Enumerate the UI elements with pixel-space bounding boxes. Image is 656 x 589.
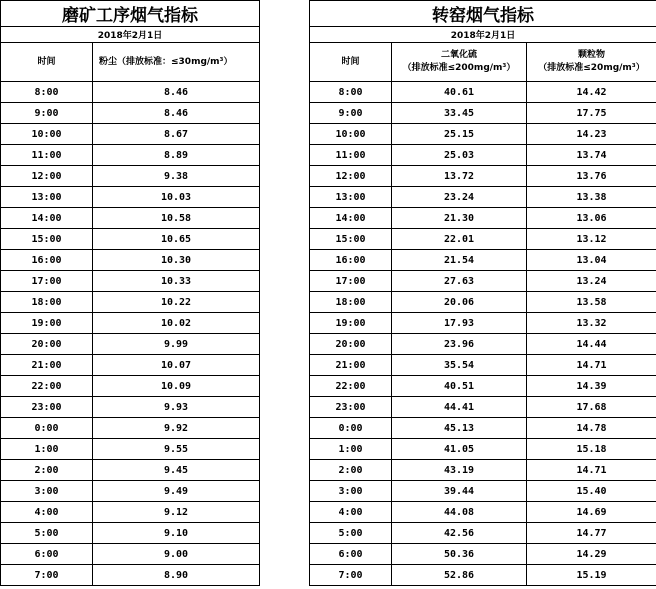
- table-row: [1, 439, 260, 460]
- table-row: [1, 334, 260, 355]
- dust-value: 8.90: [93, 565, 260, 586]
- dust-value: 10.65: [93, 229, 260, 250]
- pm-value: 15.18: [527, 439, 656, 460]
- time-cell: 4:00: [1, 502, 93, 523]
- dust-value: 10.33: [93, 271, 260, 292]
- dust-value: 8.46: [93, 82, 260, 103]
- table-row: [1, 103, 260, 124]
- time-cell: 1:00: [1, 439, 93, 460]
- time-cell: 11:00: [1, 145, 93, 166]
- time-cell: 2:00: [310, 460, 392, 481]
- time-cell: 7:00: [1, 565, 93, 586]
- so2-value: 25.03: [392, 145, 527, 166]
- table-row: [310, 481, 656, 502]
- table-row: [310, 82, 656, 103]
- pm-value: 15.40: [527, 481, 656, 502]
- so2-value: 33.45: [392, 103, 527, 124]
- pm-value: 14.69: [527, 502, 656, 523]
- table-row: [1, 544, 260, 565]
- so2-value: 44.08: [392, 502, 527, 523]
- table-row: [1, 523, 260, 544]
- pm-value: 14.42: [527, 82, 656, 103]
- table-row: [310, 376, 656, 397]
- dust-value: 8.89: [93, 145, 260, 166]
- pm-value: 14.39: [527, 376, 656, 397]
- so2-value: 22.01: [392, 229, 527, 250]
- table-row: [1, 565, 260, 586]
- table-row: [310, 271, 656, 292]
- column-header-dust: 粉尘（排放标准：≤30mg/m³）: [93, 43, 260, 82]
- pm-value: 14.71: [527, 355, 656, 376]
- pm-value: 17.68: [527, 397, 656, 418]
- dust-value: 9.45: [93, 460, 260, 481]
- time-cell: 21:00: [310, 355, 392, 376]
- table-row: [310, 523, 656, 544]
- column-header-so2: [392, 43, 527, 82]
- time-cell: 14:00: [310, 208, 392, 229]
- time-cell: 7:00: [310, 565, 392, 586]
- pm-value: 13.38: [527, 187, 656, 208]
- table-row: [1, 355, 260, 376]
- table-row: [1, 376, 260, 397]
- time-cell: 20:00: [310, 334, 392, 355]
- dust-value: 9.10: [93, 523, 260, 544]
- table-row: [1, 82, 260, 103]
- table-row: [310, 418, 656, 439]
- time-cell: 13:00: [1, 187, 93, 208]
- pm-value: 17.75: [527, 103, 656, 124]
- time-cell: 3:00: [1, 481, 93, 502]
- time-cell: 19:00: [1, 313, 93, 334]
- time-cell: 21:00: [1, 355, 93, 376]
- table-row: [310, 334, 656, 355]
- pm-value: 13.76: [527, 166, 656, 187]
- time-cell: 14:00: [1, 208, 93, 229]
- table-row: [310, 565, 656, 586]
- table-row: [310, 544, 656, 565]
- time-cell: 15:00: [310, 229, 392, 250]
- table-row: [310, 292, 656, 313]
- time-cell: 22:00: [1, 376, 93, 397]
- so2-value: 21.30: [392, 208, 527, 229]
- pm-value: 13.32: [527, 313, 656, 334]
- time-cell: 5:00: [1, 523, 93, 544]
- table-row: [1, 124, 260, 145]
- column-header-pm: [527, 43, 656, 82]
- time-cell: 4:00: [310, 502, 392, 523]
- dust-value: 9.93: [93, 397, 260, 418]
- table-row: [1, 460, 260, 481]
- column-header-time: 时间: [1, 43, 93, 82]
- time-cell: 9:00: [1, 103, 93, 124]
- table-row: [310, 145, 656, 166]
- pm-value: 13.12: [527, 229, 656, 250]
- pm-value: 13.06: [527, 208, 656, 229]
- table-title: 转窑烟气指标: [310, 1, 656, 27]
- time-cell: 8:00: [1, 82, 93, 103]
- dust-value: 10.30: [93, 250, 260, 271]
- so2-value: 13.72: [392, 166, 527, 187]
- table-row: [1, 208, 260, 229]
- pm-value: 15.19: [527, 565, 656, 586]
- time-cell: 18:00: [310, 292, 392, 313]
- dust-value: 9.38: [93, 166, 260, 187]
- time-cell: 16:00: [310, 250, 392, 271]
- pm-value: 13.24: [527, 271, 656, 292]
- time-cell: 10:00: [1, 124, 93, 145]
- table-row: [1, 397, 260, 418]
- so2-header-standard: （排放标准≤200mg/m³）: [402, 63, 516, 73]
- so2-value: 44.41: [392, 397, 527, 418]
- so2-value: 40.61: [392, 82, 527, 103]
- time-cell: 13:00: [310, 187, 392, 208]
- pm-value: 14.44: [527, 334, 656, 355]
- time-cell: 8:00: [310, 82, 392, 103]
- table-row: [310, 229, 656, 250]
- so2-value: 45.13: [392, 418, 527, 439]
- table-title: 磨矿工序烟气指标: [1, 1, 260, 27]
- time-cell: 1:00: [310, 439, 392, 460]
- pm-value: 14.77: [527, 523, 656, 544]
- time-cell: 23:00: [310, 397, 392, 418]
- so2-value: 42.56: [392, 523, 527, 544]
- table-date: 2018年2月1日: [1, 27, 260, 43]
- table-row: [1, 418, 260, 439]
- so2-header-name: 二氧化硫: [440, 50, 477, 60]
- pm-value: 14.23: [527, 124, 656, 145]
- time-cell: 2:00: [1, 460, 93, 481]
- dust-value: 9.00: [93, 544, 260, 565]
- time-cell: 3:00: [310, 481, 392, 502]
- pm-value: 14.78: [527, 418, 656, 439]
- dust-value: 9.92: [93, 418, 260, 439]
- time-cell: 12:00: [1, 166, 93, 187]
- table-row: [1, 481, 260, 502]
- dust-value: 10.03: [93, 187, 260, 208]
- time-cell: 5:00: [310, 523, 392, 544]
- time-cell: 6:00: [1, 544, 93, 565]
- pm-value: 13.58: [527, 292, 656, 313]
- table-row: [310, 355, 656, 376]
- table-row: [310, 103, 656, 124]
- so2-value: 20.06: [392, 292, 527, 313]
- table-row: [1, 271, 260, 292]
- time-cell: 11:00: [310, 145, 392, 166]
- dust-value: 10.02: [93, 313, 260, 334]
- dust-value: 9.12: [93, 502, 260, 523]
- time-cell: 23:00: [1, 397, 93, 418]
- so2-value: 23.96: [392, 334, 527, 355]
- time-cell: 22:00: [310, 376, 392, 397]
- dust-value: 9.55: [93, 439, 260, 460]
- time-cell: 9:00: [310, 103, 392, 124]
- so2-value: 27.63: [392, 271, 527, 292]
- dust-value: 10.09: [93, 376, 260, 397]
- time-cell: 12:00: [310, 166, 392, 187]
- table-row: [310, 502, 656, 523]
- time-cell: 16:00: [1, 250, 93, 271]
- time-cell: 0:00: [310, 418, 392, 439]
- so2-value: 41.05: [392, 439, 527, 460]
- table-row: [1, 292, 260, 313]
- table-row: [310, 124, 656, 145]
- so2-value: 21.54: [392, 250, 527, 271]
- table-row: [1, 229, 260, 250]
- time-cell: 15:00: [1, 229, 93, 250]
- table-row: [310, 250, 656, 271]
- table-row: [1, 166, 260, 187]
- time-cell: 10:00: [310, 124, 392, 145]
- pm-header-standard: （排放标准≤20mg/m³）: [538, 63, 645, 73]
- pm-value: 13.04: [527, 250, 656, 271]
- column-header-time: 时间: [310, 43, 392, 82]
- dust-value: 8.67: [93, 124, 260, 145]
- so2-value: 50.36: [392, 544, 527, 565]
- table-row: [310, 397, 656, 418]
- table-row: [1, 250, 260, 271]
- so2-value: 52.86: [392, 565, 527, 586]
- kiln-emissions-table: [309, 0, 656, 586]
- pm-value: 13.74: [527, 145, 656, 166]
- so2-value: 40.51: [392, 376, 527, 397]
- table-row: [1, 145, 260, 166]
- table-row: [310, 208, 656, 229]
- so2-value: 35.54: [392, 355, 527, 376]
- time-cell: 18:00: [1, 292, 93, 313]
- table-row: [1, 313, 260, 334]
- dust-value: 10.22: [93, 292, 260, 313]
- table-row: [1, 502, 260, 523]
- so2-value: 43.19: [392, 460, 527, 481]
- table-row: [310, 439, 656, 460]
- table-row: [310, 166, 656, 187]
- table-date: 2018年2月1日: [310, 27, 656, 43]
- time-cell: 19:00: [310, 313, 392, 334]
- dust-value: 9.49: [93, 481, 260, 502]
- time-cell: 6:00: [310, 544, 392, 565]
- table-row: [1, 187, 260, 208]
- dust-value: 8.46: [93, 103, 260, 124]
- pm-value: 14.29: [527, 544, 656, 565]
- dust-value: 10.07: [93, 355, 260, 376]
- so2-value: 17.93: [392, 313, 527, 334]
- so2-value: 25.15: [392, 124, 527, 145]
- so2-value: 39.44: [392, 481, 527, 502]
- time-cell: 17:00: [310, 271, 392, 292]
- time-cell: 0:00: [1, 418, 93, 439]
- so2-value: 23.24: [392, 187, 527, 208]
- grinding-emissions-table: [0, 0, 260, 586]
- table-row: [310, 460, 656, 481]
- table-row: [310, 313, 656, 334]
- pm-header-name: 颗粒物: [578, 50, 606, 60]
- time-cell: 17:00: [1, 271, 93, 292]
- dust-value: 10.58: [93, 208, 260, 229]
- time-cell: 20:00: [1, 334, 93, 355]
- table-row: [310, 187, 656, 208]
- dust-value: 9.99: [93, 334, 260, 355]
- pm-value: 14.71: [527, 460, 656, 481]
